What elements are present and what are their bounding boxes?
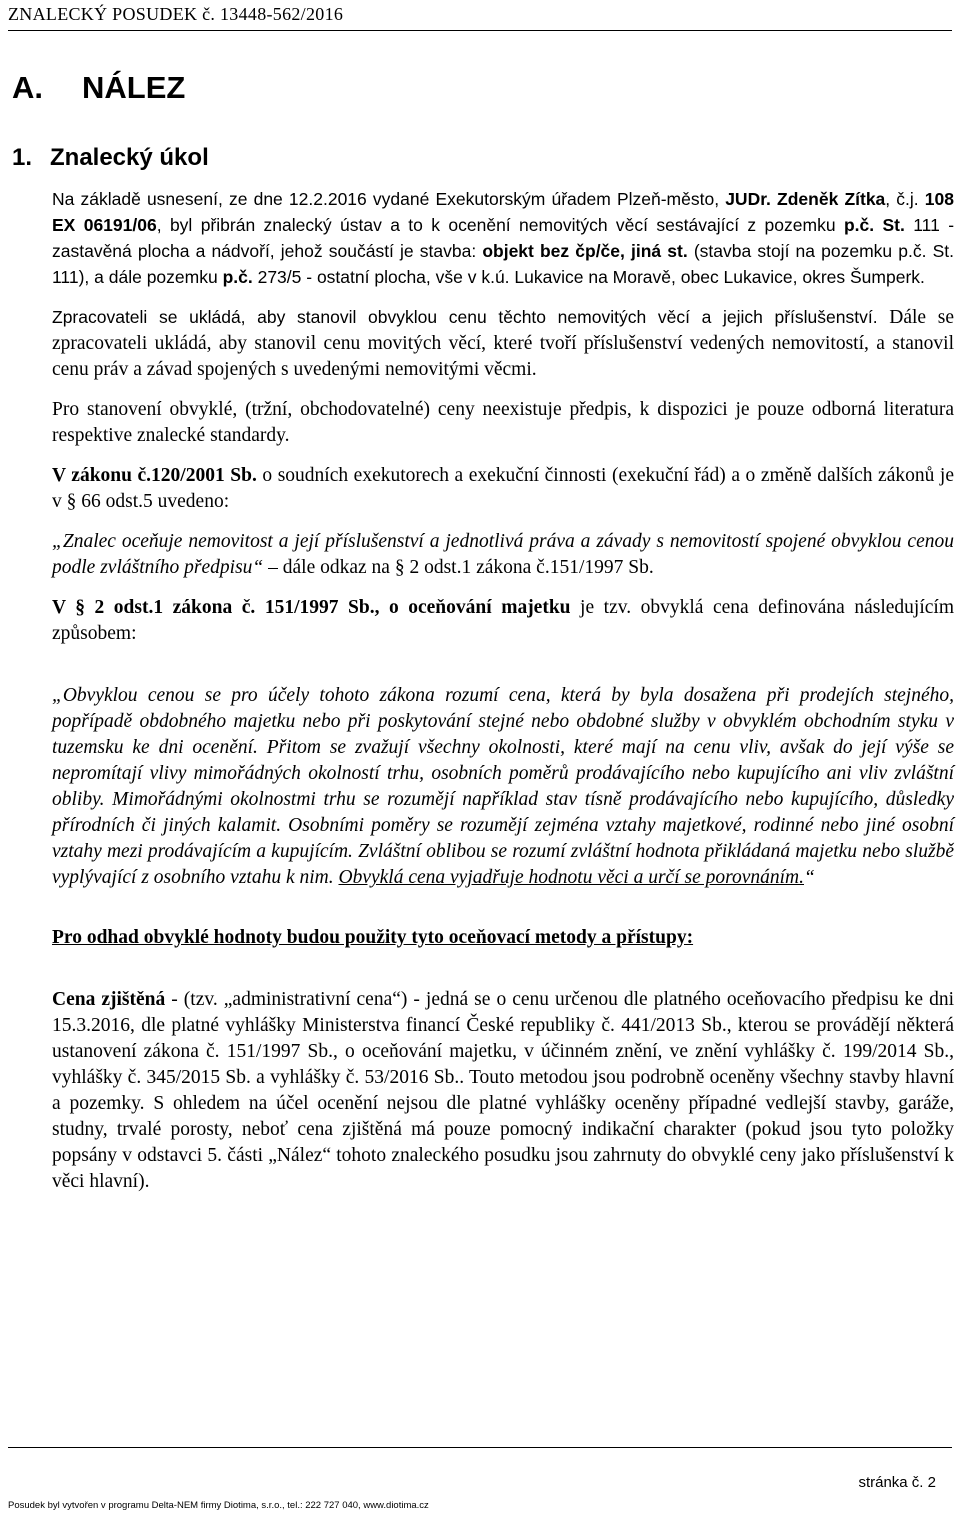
subsection-title: Znalecký úkol	[50, 144, 209, 171]
page-number: stránka č. 2	[858, 1474, 936, 1491]
text-run: - (tzv. „administrativní cena“) - jedná se o cenu určenou dle platného oceňovacího předpisu ke dni 15.3.2016, dle platné vyhlášky Ministerstva financí České republiky č. 441/2013 Sb., kterou se provádějí některá ustanovení zákona č. 151/1997 Sb., o oceňování majetku, v účinném znění, ve znění vyhlášky č. 199/2014 Sb., vyhlášky č. 345/2015 Sb. a vyhlášky č. 53/2016 Sb.. Touto metodou jsou podrobně oceněny všechny stavby hlavní a pozemky. S ohledem na účel ocenění nejsou dle platné vyhlášky oceněny případné vedlejší stavby, garáže, studny, trvalé porosty, neboť cena zjištěná má pouze pomocný indikační charakter (pokud jsou tyto položky popsány v odstavci 5. části „Nález“ tohoto znaleckého posudku jsou zahrnuty do obvyklé ceny jako příslušenství k věci hlavní).	[52, 989, 954, 1192]
text-run: „Znalec oceňuje nemovitost a její příslušenství a jednotlivá práva a závady s nemovitostí spojené obvyklou cenou podle zvláštního předpisu“	[52, 531, 954, 578]
text-run: Na základě usnesení, ze dne 12.2.2016 vydané Exekutorským úřadem Plzeň-město,	[52, 189, 726, 209]
text-run: (stavba stojí na pozemku p.č. St. 111), a dále pozemku	[52, 241, 954, 287]
text-run: p.č.	[222, 267, 253, 287]
text-run: Obvyklá cena vyjadřuje hodnotu věci a určí se porovnáním.	[338, 867, 804, 888]
assignment-paragraph	[52, 186, 954, 290]
law-paragraph	[52, 463, 954, 515]
text-run: – dále odkaz na § 2 odst.1 zákona č.151/1997 Sb.	[263, 557, 654, 578]
method-paragraph	[52, 987, 954, 1195]
text-run: V zákonu č.120/2001 Sb.	[52, 465, 257, 486]
text-run: JUDr. Zdeněk Zítka	[725, 189, 886, 209]
text-run: Dále se zpracovateli ukládá, aby stanovil cenu movitých věcí, které tvoří příslušenství vedených nemovitostí, a stanovil cenu práv a závad spojených s uvedenými nemovitými věcmi.	[52, 307, 954, 380]
subsection-number: 1.	[12, 144, 33, 171]
standards-paragraph: Pro stanovení obvyklé, (tržní, obchodovatelné) ceny neexistuje předpis, k dispozici je pouze odborná literatura respektive znalecké standardy.	[52, 399, 954, 446]
text-run: o soudních exekutorech a exekuční činnosti (exekuční řád) a o změně dalších zákonů je v § 66 odst.5 uvedeno:	[52, 465, 954, 512]
document-body	[52, 186, 954, 1209]
text-run: V § 2 odst.1 zákona č. 151/1997 Sb., o oceňování majetku	[52, 597, 571, 618]
footer-note: Posudek byl vytvořen v programu Delta-NEM firmy Diotima, s.r.o., tel.: 222 727 040, www.diotima.cz	[8, 1500, 429, 1511]
text-run: 111 - zastavěná plocha a nádvoří, jehož součástí je stavba:	[52, 215, 955, 261]
text-run: objekt bez čp/če, jiná st.	[482, 241, 688, 261]
footer-divider	[8, 1447, 952, 1448]
text-run: 273/5 - ostatní plocha, vše v k.ú. Lukavice na Moravě, obec Lukavice, okres Šumperk.	[252, 267, 925, 287]
text-run: 108 EX 06191/06	[52, 189, 954, 235]
methods-heading: Pro odhad obvyklé hodnoty budou použity tyto oceňovací metody a přístupy:	[52, 927, 694, 948]
document-header: ZNALECKÝ POSUDEK č. 13448-562/2016	[8, 4, 952, 31]
text-run: „Obvyklou cenou se pro účely tohoto zákona rozumí cena, která by byla dosažena při prodejích stejného, popřípadě obdobného majetku nebo při poskytování stejné nebo obdobné služby v obvyklém obchodním styku v tuzemsku ke dni ocenění. Přitom se zvažují všechny okolnosti, které mají na cenu vliv, avšak do její výše se nepromítají vlivy mimořádných okolností trhu, osobních poměrů prodávajícího nebo kupujícího ani vliv zvláštní obliby. Mimořádnými okolnostmi trhu se rozumějí například stav tísně prodávajícího nebo kupujícího, důsledky přírodních či jiných kalamit. Osobními poměry se rozumějí zejména vztahy majetkové, rodinné nebo jiné osobní vztahy mezi prodávajícím a kupujícím. Zvláštní oblibou se rozumí zvláštní hodnota přikládaná majetku nebo službě vyplývající z osobního vztahu k nim.	[52, 685, 954, 888]
section-title: NÁLEZ	[82, 70, 186, 105]
text-run: Cena zjištěná	[52, 989, 166, 1010]
section-letter: A.	[12, 70, 43, 105]
text-run: “	[804, 867, 815, 888]
text-run: p.č. St.	[843, 215, 905, 235]
definition-quote	[52, 683, 954, 891]
text-run: Zpracovateli se ukládá, aby stanovil obvyklou cenu těchto nemovitých věcí a jejich příslušenství.	[52, 307, 878, 327]
text-run: je tzv. obvyklá cena definována následujícím způsobem:	[52, 597, 955, 644]
section-heading	[12, 70, 912, 106]
text-run: , č.j.	[885, 189, 925, 209]
subsection-heading	[12, 144, 912, 172]
task-paragraph	[52, 304, 954, 383]
text-run: , byl přibrán znalecký ústav a to k ocenění nemovitých věcí sestávající z pozemku	[156, 215, 844, 235]
law-quote	[52, 529, 954, 581]
definition-intro-paragraph	[52, 595, 954, 647]
